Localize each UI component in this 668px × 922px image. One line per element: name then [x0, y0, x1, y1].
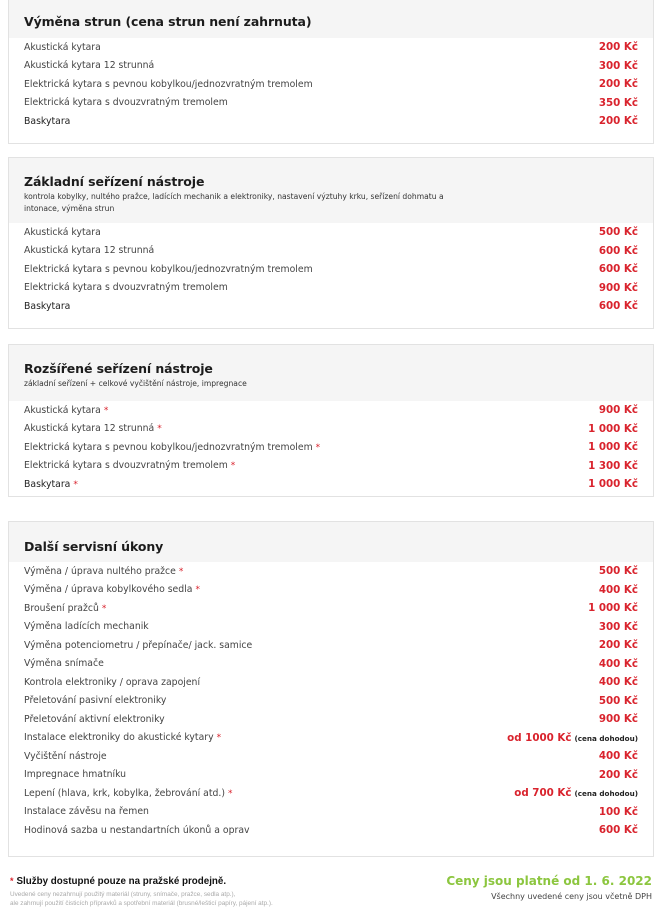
service-name: Elektrická kytara s pevnou kobylkou/jednozvratným tremolem	[24, 441, 313, 453]
service-name: Baskytara	[24, 478, 71, 490]
service-price	[599, 676, 638, 688]
service-price	[588, 441, 638, 453]
service-price	[514, 787, 638, 799]
service-label	[24, 460, 235, 471]
service-name: Impregnace hmatníku	[24, 769, 127, 781]
service-label	[24, 264, 313, 275]
service-label	[24, 423, 162, 434]
price-value: 600 Kč	[598, 244, 638, 257]
service-label	[24, 695, 166, 706]
service-label	[24, 42, 101, 53]
service-label	[24, 714, 165, 725]
price-value: 500 Kč	[598, 226, 638, 239]
service-name: Akustická kytara 12 strunná	[24, 423, 155, 435]
price-value: 200 Kč	[598, 768, 638, 781]
service-name: Baskytara	[24, 115, 71, 127]
price-value: 1 000 Kč	[588, 478, 638, 491]
price-value: 600 Kč	[598, 263, 638, 276]
service-name: Výměna / úprava kobylkového sedla	[24, 584, 193, 596]
service-label	[24, 603, 106, 614]
service-label	[24, 301, 70, 312]
service-price	[588, 460, 638, 472]
service-price	[588, 423, 638, 435]
price-value: 100 Kč	[598, 805, 638, 818]
price-row	[24, 803, 638, 822]
service-price	[599, 263, 638, 275]
service-name: Broušení pražců	[24, 602, 99, 614]
service-label	[24, 658, 104, 669]
price-note: (cena dohodou)	[574, 789, 638, 799]
asterisk-marker: *	[230, 461, 236, 472]
price-row	[24, 729, 638, 748]
section-header	[9, 0, 653, 38]
price-value: 400 Kč	[598, 676, 638, 689]
section-title: Rozšířené seřízení nástroje	[24, 361, 213, 376]
service-price	[599, 245, 638, 257]
price-note: (cena dohodou)	[574, 733, 638, 743]
price-row	[24, 599, 638, 618]
prague-only-text: Služby dostupné pouze na pražské prodejně.	[16, 876, 227, 887]
price-value: 1 000 Kč	[588, 602, 638, 615]
service-price	[599, 806, 638, 818]
service-price	[599, 78, 638, 90]
price-value: 900 Kč	[598, 281, 638, 294]
service-price	[507, 732, 638, 744]
section-title: Další servisní úkony	[24, 538, 164, 554]
price-row	[24, 766, 638, 785]
section-extended-setup	[8, 344, 654, 497]
asterisk-marker: *	[10, 876, 14, 886]
service-name: Baskytara	[24, 300, 71, 312]
service-price	[599, 282, 638, 294]
price-row	[24, 297, 638, 316]
asterisk-marker: *	[178, 566, 184, 577]
price-value: 600 Kč	[598, 300, 638, 313]
price-row	[24, 112, 638, 131]
service-label	[24, 732, 221, 743]
section-string-replacement	[8, 0, 654, 144]
price-row	[24, 784, 638, 803]
price-value: 900 Kč	[598, 713, 638, 726]
price-value: 500 Kč	[598, 565, 638, 578]
price-value: 200 Kč	[598, 41, 638, 54]
price-list	[9, 562, 653, 840]
service-price	[599, 639, 638, 651]
service-name: Akustická kytara 12 strunná	[24, 60, 155, 72]
service-label	[24, 640, 252, 651]
price-value: 400 Kč	[598, 583, 638, 596]
service-name: Vyčištění nástroje	[24, 750, 107, 762]
asterisk-marker: *	[315, 442, 321, 453]
asterisk-marker: *	[101, 603, 107, 614]
section-subtitle: základní seřízení + celkové vyčištění nástroje, impregnace	[24, 379, 247, 388]
service-price	[599, 750, 638, 762]
service-label	[24, 677, 200, 688]
price-value: od 1000 Kč	[507, 731, 572, 744]
price-row	[24, 420, 638, 439]
price-value: 300 Kč	[598, 59, 638, 72]
price-list	[9, 38, 653, 131]
price-row	[24, 710, 638, 729]
disclaimer-line-2: ale zahrnují použití čisticích přípravků a spotřební materiál (brusné/lešticí papíry, pájení atp.).	[10, 900, 273, 907]
service-price	[599, 658, 638, 670]
service-price	[599, 824, 638, 836]
service-name: Výměna snímače	[24, 658, 104, 670]
section-other-services	[8, 521, 654, 857]
price-row	[24, 223, 638, 242]
price-list	[9, 401, 653, 494]
price-row	[24, 636, 638, 655]
price-row	[24, 75, 638, 94]
price-validity	[446, 874, 652, 901]
section-title: Základní seřízení nástroje	[24, 174, 205, 189]
price-row	[24, 673, 638, 692]
service-label	[24, 116, 70, 127]
service-name: Elektrická kytara s pevnou kobylkou/jednozvratným tremolem	[24, 263, 313, 275]
asterisk-marker: *	[216, 733, 222, 744]
price-row	[24, 618, 638, 637]
asterisk-marker: *	[228, 788, 233, 799]
service-price	[599, 769, 638, 781]
price-value: 400 Kč	[598, 657, 638, 670]
disclaimer-line-1: Uvedené ceny nezahrnují použitý materiál (struny, snímače, pražce, sedla atp.),	[10, 891, 236, 898]
service-label	[24, 405, 108, 416]
price-value: 600 Kč	[598, 824, 638, 837]
price-row	[24, 260, 638, 279]
service-name: Výměna ladících mechanik	[24, 621, 149, 633]
service-price	[599, 226, 638, 238]
service-price	[599, 713, 638, 725]
asterisk-marker: *	[157, 424, 162, 435]
service-name: Instalace elektroniky do akustické kytary	[24, 732, 214, 744]
price-row	[24, 401, 638, 420]
service-price	[599, 300, 638, 312]
price-row	[24, 747, 638, 766]
price-row	[24, 475, 638, 494]
price-row	[24, 279, 638, 298]
service-name: Lepení (hlava, krk, kobylka, žebrování atd.)	[24, 787, 226, 799]
asterisk-marker: *	[73, 479, 78, 490]
price-row	[24, 581, 638, 600]
service-name: Akustická kytara 12 strunná	[24, 245, 155, 257]
service-price	[599, 404, 638, 416]
service-label	[24, 566, 183, 577]
price-value: 200 Kč	[598, 115, 638, 128]
service-label	[24, 479, 78, 490]
price-value: 400 Kč	[598, 750, 638, 763]
service-name: Elektrická kytara s pevnou kobylkou/jednozvratným tremolem	[24, 78, 313, 90]
asterisk-marker: *	[195, 585, 200, 596]
service-name: Instalace závěsu na řemen	[24, 806, 149, 818]
service-name: Výměna / úprava nultého pražce	[24, 565, 176, 577]
price-row	[24, 821, 638, 840]
service-label	[24, 825, 250, 836]
service-price	[599, 584, 638, 596]
price-value: 200 Kč	[598, 78, 638, 91]
price-row	[24, 438, 638, 457]
validity-date: Ceny jsou platné od 1. 6. 2022	[446, 874, 652, 888]
price-value: 900 Kč	[598, 404, 638, 417]
service-label	[24, 621, 149, 632]
price-row	[24, 57, 638, 76]
service-label	[24, 79, 313, 90]
prague-only-note	[10, 876, 410, 887]
service-name: Elektrická kytara s dvouzvratným tremolem	[24, 460, 228, 472]
price-value: 1 300 Kč	[588, 459, 638, 472]
price-value: 1 000 Kč	[588, 422, 638, 435]
service-name: Elektrická kytara s dvouzvratným tremolem	[24, 282, 228, 294]
service-label	[24, 442, 320, 453]
service-price	[588, 478, 638, 490]
price-value: od 700 Kč	[514, 787, 572, 800]
service-name: Výměna potenciometru / přepínače/ jack. samice	[24, 639, 253, 651]
section-header	[9, 158, 653, 223]
service-price	[599, 565, 638, 577]
service-label	[24, 769, 126, 780]
price-value: 300 Kč	[598, 620, 638, 633]
service-label	[24, 806, 149, 817]
price-row	[24, 655, 638, 674]
service-label	[24, 227, 101, 238]
price-row	[24, 94, 638, 113]
service-price	[599, 60, 638, 72]
material-disclaimer	[10, 890, 410, 908]
service-label	[24, 584, 200, 595]
service-label	[24, 60, 154, 71]
asterisk-marker: *	[103, 405, 109, 416]
service-name: Přeletování aktivní elektroniky	[24, 713, 165, 725]
service-price	[599, 695, 638, 707]
service-name: Přeletování pasivní elektroniky	[24, 695, 167, 707]
service-name: Akustická kytara	[24, 404, 101, 416]
price-value: 500 Kč	[598, 694, 638, 707]
service-price	[588, 602, 638, 614]
section-header	[9, 522, 653, 562]
price-row	[24, 242, 638, 261]
service-price	[599, 41, 638, 53]
service-label	[24, 282, 228, 293]
price-row	[24, 562, 638, 581]
footer-notes	[10, 876, 410, 908]
section-basic-setup	[8, 157, 654, 329]
service-name: Akustická kytara	[24, 41, 101, 53]
price-value: 350 Kč	[598, 96, 638, 109]
service-name: Akustická kytara	[24, 226, 101, 238]
service-name: Hodinová sazba u nestandartních úkonů a oprav	[24, 824, 250, 836]
price-value: 1 000 Kč	[588, 441, 638, 454]
price-row	[24, 457, 638, 476]
service-label	[24, 97, 228, 108]
service-label	[24, 245, 154, 256]
price-row	[24, 38, 638, 57]
service-price	[599, 621, 638, 633]
service-label	[24, 788, 233, 799]
service-label	[24, 751, 107, 762]
service-price	[599, 115, 638, 127]
vat-note: Všechny uvedené ceny jsou včetně DPH	[491, 892, 652, 901]
service-name: Kontrola elektroniky / oprava zapojení	[24, 676, 201, 688]
price-row	[24, 692, 638, 711]
price-value: 200 Kč	[598, 639, 638, 652]
service-name: Elektrická kytara s dvouzvratným tremolem	[24, 97, 228, 109]
section-title: Výměna strun (cena strun není zahrnuta)	[24, 13, 312, 29]
section-subtitle: kontrola kobylky, nultého pražce, ladících mechanik a elektroniky, nastavení výztuhy krku, seřízení dohmatu a intonace, výměna strun	[24, 192, 444, 213]
service-price	[599, 97, 638, 109]
section-header	[9, 345, 653, 401]
price-list	[9, 223, 653, 316]
